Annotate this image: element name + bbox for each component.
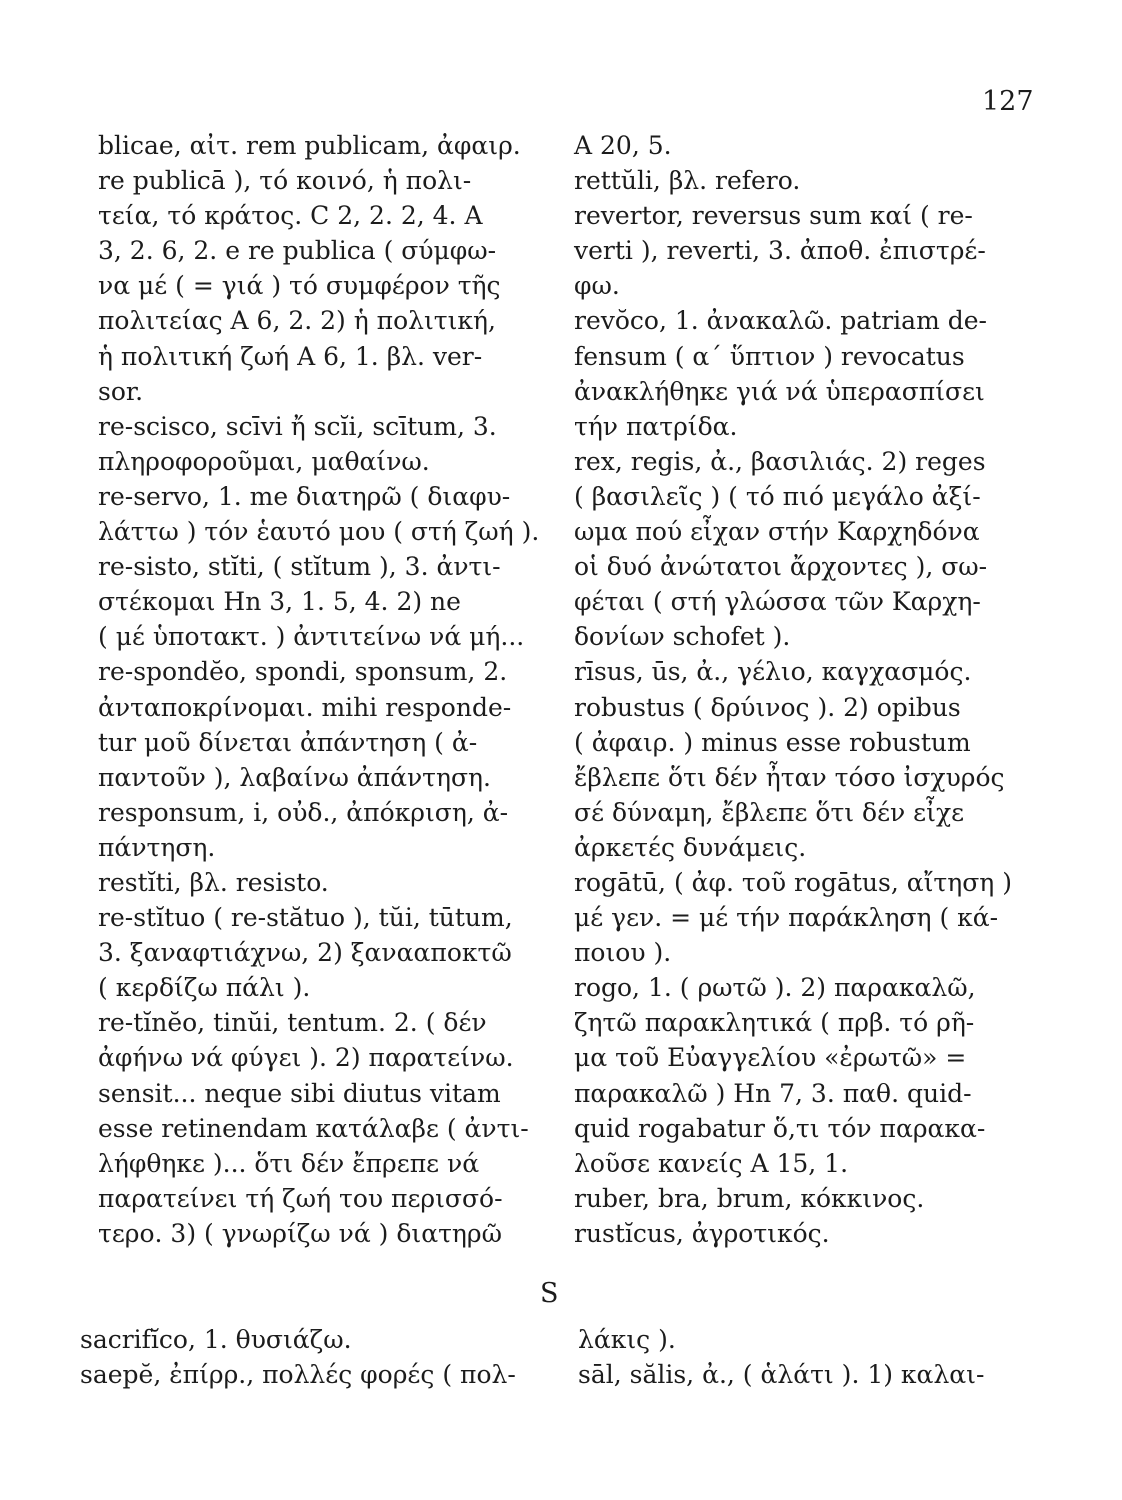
text-line: λοῦσε κανείς A 15, 1. <box>574 1148 849 1178</box>
left-column <box>98 128 558 1251</box>
entry-rex: rex, regis, ἀ., βασιλιάς. 2) reges <box>574 446 986 476</box>
text-line: τήν πατρίδα. <box>574 411 738 441</box>
text-line: στέκομαι Hn 3, 1. 5, 4. 2) ne <box>98 587 461 617</box>
text-line: 3, 2. 6, 2. e re publica ( σύμφω- <box>98 236 497 266</box>
entry-resisto: re-sisto, stĭti, ( stĭtum ), 3. ἀντι- <box>98 552 501 582</box>
text-line: ἀφήνω νά φύγει ). 2) παρατείνω. <box>98 1043 514 1073</box>
entry-rescisco: re-scisco, scīvi ἤ scĭi, scītum, 3. <box>98 411 497 441</box>
text-line: μα τοῦ Εὐαγγελίου «ἐρωτῶ» = <box>574 1043 967 1073</box>
text-line: πάντηση. <box>98 832 216 862</box>
text-line: λάττω ) τόν ἑαυτό μου ( στή ζωή ). <box>98 517 540 547</box>
entry-revertor: revertor, reversus sum καί ( re- <box>574 201 973 231</box>
text-line: λάκις ). <box>578 1325 676 1354</box>
text-line: πολιτείας A 6, 2. 2) ἡ πολιτική, <box>98 306 496 336</box>
text-line: ( μέ ὑποτακτ. ) ἀντιτείνω νά μή... <box>98 622 525 652</box>
text-line: οἱ δυό ἀνώτατοι ἄρχοντες ), σω- <box>574 552 988 582</box>
text-line: blicae, αἰτ. rem publicam, ἀφαιρ. <box>98 131 521 160</box>
text-line: sensit... neque sibi diutus vitam <box>98 1078 501 1108</box>
entry-responsum: responsum, i, οὐδ., ἀπόκριση, ἀ- <box>98 797 509 827</box>
right-column <box>574 128 1044 1251</box>
text-line: sor. <box>98 376 144 406</box>
entry-rogo: rogo, 1. ( ρωτῶ ). 2) παρακαλῶ, <box>574 973 976 1003</box>
text-line: παντοῦν ), λαβαίνω ἀπάντηση. <box>98 762 491 792</box>
text-line: ( ἀφαιρ. ) minus esse robustum <box>574 727 971 757</box>
text-line: ποιου ). <box>574 938 672 968</box>
entry-respondeo: re-spondĕo, spondi, sponsum, 2. <box>98 657 508 687</box>
text-line: φέται ( στή γλώσσα τῶν Καρχη- <box>574 587 981 617</box>
entry-sacrifico: sacrifĭco, 1. θυσιάζω. <box>80 1325 352 1354</box>
text-line: ( βασιλεῖς ) ( τό πιό μεγάλο ἀξί- <box>574 481 981 511</box>
text-line: esse retinendam κατάλαβε ( ἀντι- <box>98 1113 529 1143</box>
text-line: μέ γεν. = μέ τήν παράκληση ( κά- <box>574 903 999 933</box>
text-line: παρατείνει τή ζωή του περισσό- <box>98 1183 503 1213</box>
text-line: παρακαλῶ ) Hn 7, 3. παθ. quid- <box>574 1078 972 1108</box>
entry-robustus: robustus ( δρύινος ). 2) opibus <box>574 692 961 722</box>
entry-saepe: saepĕ, ἐπίρρ., πολλές φορές ( πολ- <box>80 1360 516 1390</box>
entry-rettuli: rettŭli, βλ. refero. <box>574 166 801 196</box>
left-column-bottom <box>80 1322 540 1392</box>
entry-ruber: ruber, bra, brum, κόκκινος. <box>574 1183 925 1213</box>
text-line: verti ), reverti, 3. ἀποθ. ἐπιστρέ- <box>574 236 986 266</box>
section-heading-s: S <box>540 1278 559 1309</box>
entry-retineo: re-tĭnĕo, tinŭi, tentum. 2. ( δέν <box>98 1008 487 1038</box>
page-number: 127 <box>982 86 1034 117</box>
text-line: λήφθηκε )... ὅτι δέν ἔπρεπε νά <box>98 1148 480 1178</box>
text-line: ἀνακλήθηκε γιά νά ὑπερασπίσει <box>574 376 985 406</box>
text-line: ἀνταποκρίνομαι. mihi responde- <box>98 692 512 722</box>
text-line: τεία, τό κράτος. C 2, 2. 2, 4. A <box>98 201 483 231</box>
text-line: ἔβλεπε ὅτι δέν ἦταν τόσο ἰσχυρός <box>574 762 1005 792</box>
text-line: δονίων schofet ). <box>574 622 791 652</box>
text-line: ἀρκετές δυνάμεις. <box>574 832 807 862</box>
text-line: re publicā ), τό κοινό, ἡ πολι- <box>98 166 472 196</box>
text-line: ζητῶ παρακλητικά ( πρβ. τό ρῆ- <box>574 1008 975 1038</box>
text-line: A 20, 5. <box>574 131 672 160</box>
text-line: ( κερδίζω πάλι ). <box>98 973 311 1003</box>
entry-risus: rīsus, ūs, ἀ., γέλιο, καγχασμός. <box>574 657 972 687</box>
entry-sal: sāl, sălis, ἀ., ( ἁλάτι ). 1) καλαι- <box>578 1360 985 1390</box>
text-line: ωμα πού εἶχαν στήν Καρχηδόνα <box>574 517 980 547</box>
right-column-bottom <box>578 1322 1048 1392</box>
entry-restiti: restĭti, βλ. resisto. <box>98 867 329 897</box>
text-line: τερο. 3) ( γνωρίζω νά ) διατηρῶ <box>98 1218 502 1248</box>
text-line: φω. <box>574 271 620 301</box>
entry-rusticus: rustĭcus, ἀγροτικός. <box>574 1218 830 1248</box>
entry-rogatu: rogātū, ( ἀφ. τοῦ rogātus, αἴτηση ) <box>574 867 1012 897</box>
text-line: πληροφοροῦμαι, μαθαίνω. <box>98 446 430 476</box>
entry-revoco: revŏco, 1. ἀνακαλῶ. patriam de- <box>574 306 987 336</box>
text-line: 3. ξαναφτιάχνω, 2) ξανααποκτῶ <box>98 938 512 968</box>
text-line: quid rogabatur ὅ,τι τόν παρακα- <box>574 1113 986 1143</box>
text-line: fensum ( α΄ ὕπτιον ) revocatus <box>574 341 965 371</box>
text-line: ἡ πολιτική ζωή A 6, 1. βλ. ver- <box>98 341 483 371</box>
entry-restituo: re-stĭtuo ( re-stătuo ), tŭi, tūtum, <box>98 903 513 933</box>
entry-reservo: re-servo, 1. me διατηρῶ ( διαφυ- <box>98 481 511 511</box>
text-line: σέ δύναμη, ἔβλεπε ὅτι δέν εἶχε <box>574 797 965 827</box>
text-line: να μέ ( = γιά ) τό συμφέρον τῆς <box>98 271 501 301</box>
text-line: tur μοῦ δίνεται ἀπάντηση ( ἀ- <box>98 727 478 757</box>
